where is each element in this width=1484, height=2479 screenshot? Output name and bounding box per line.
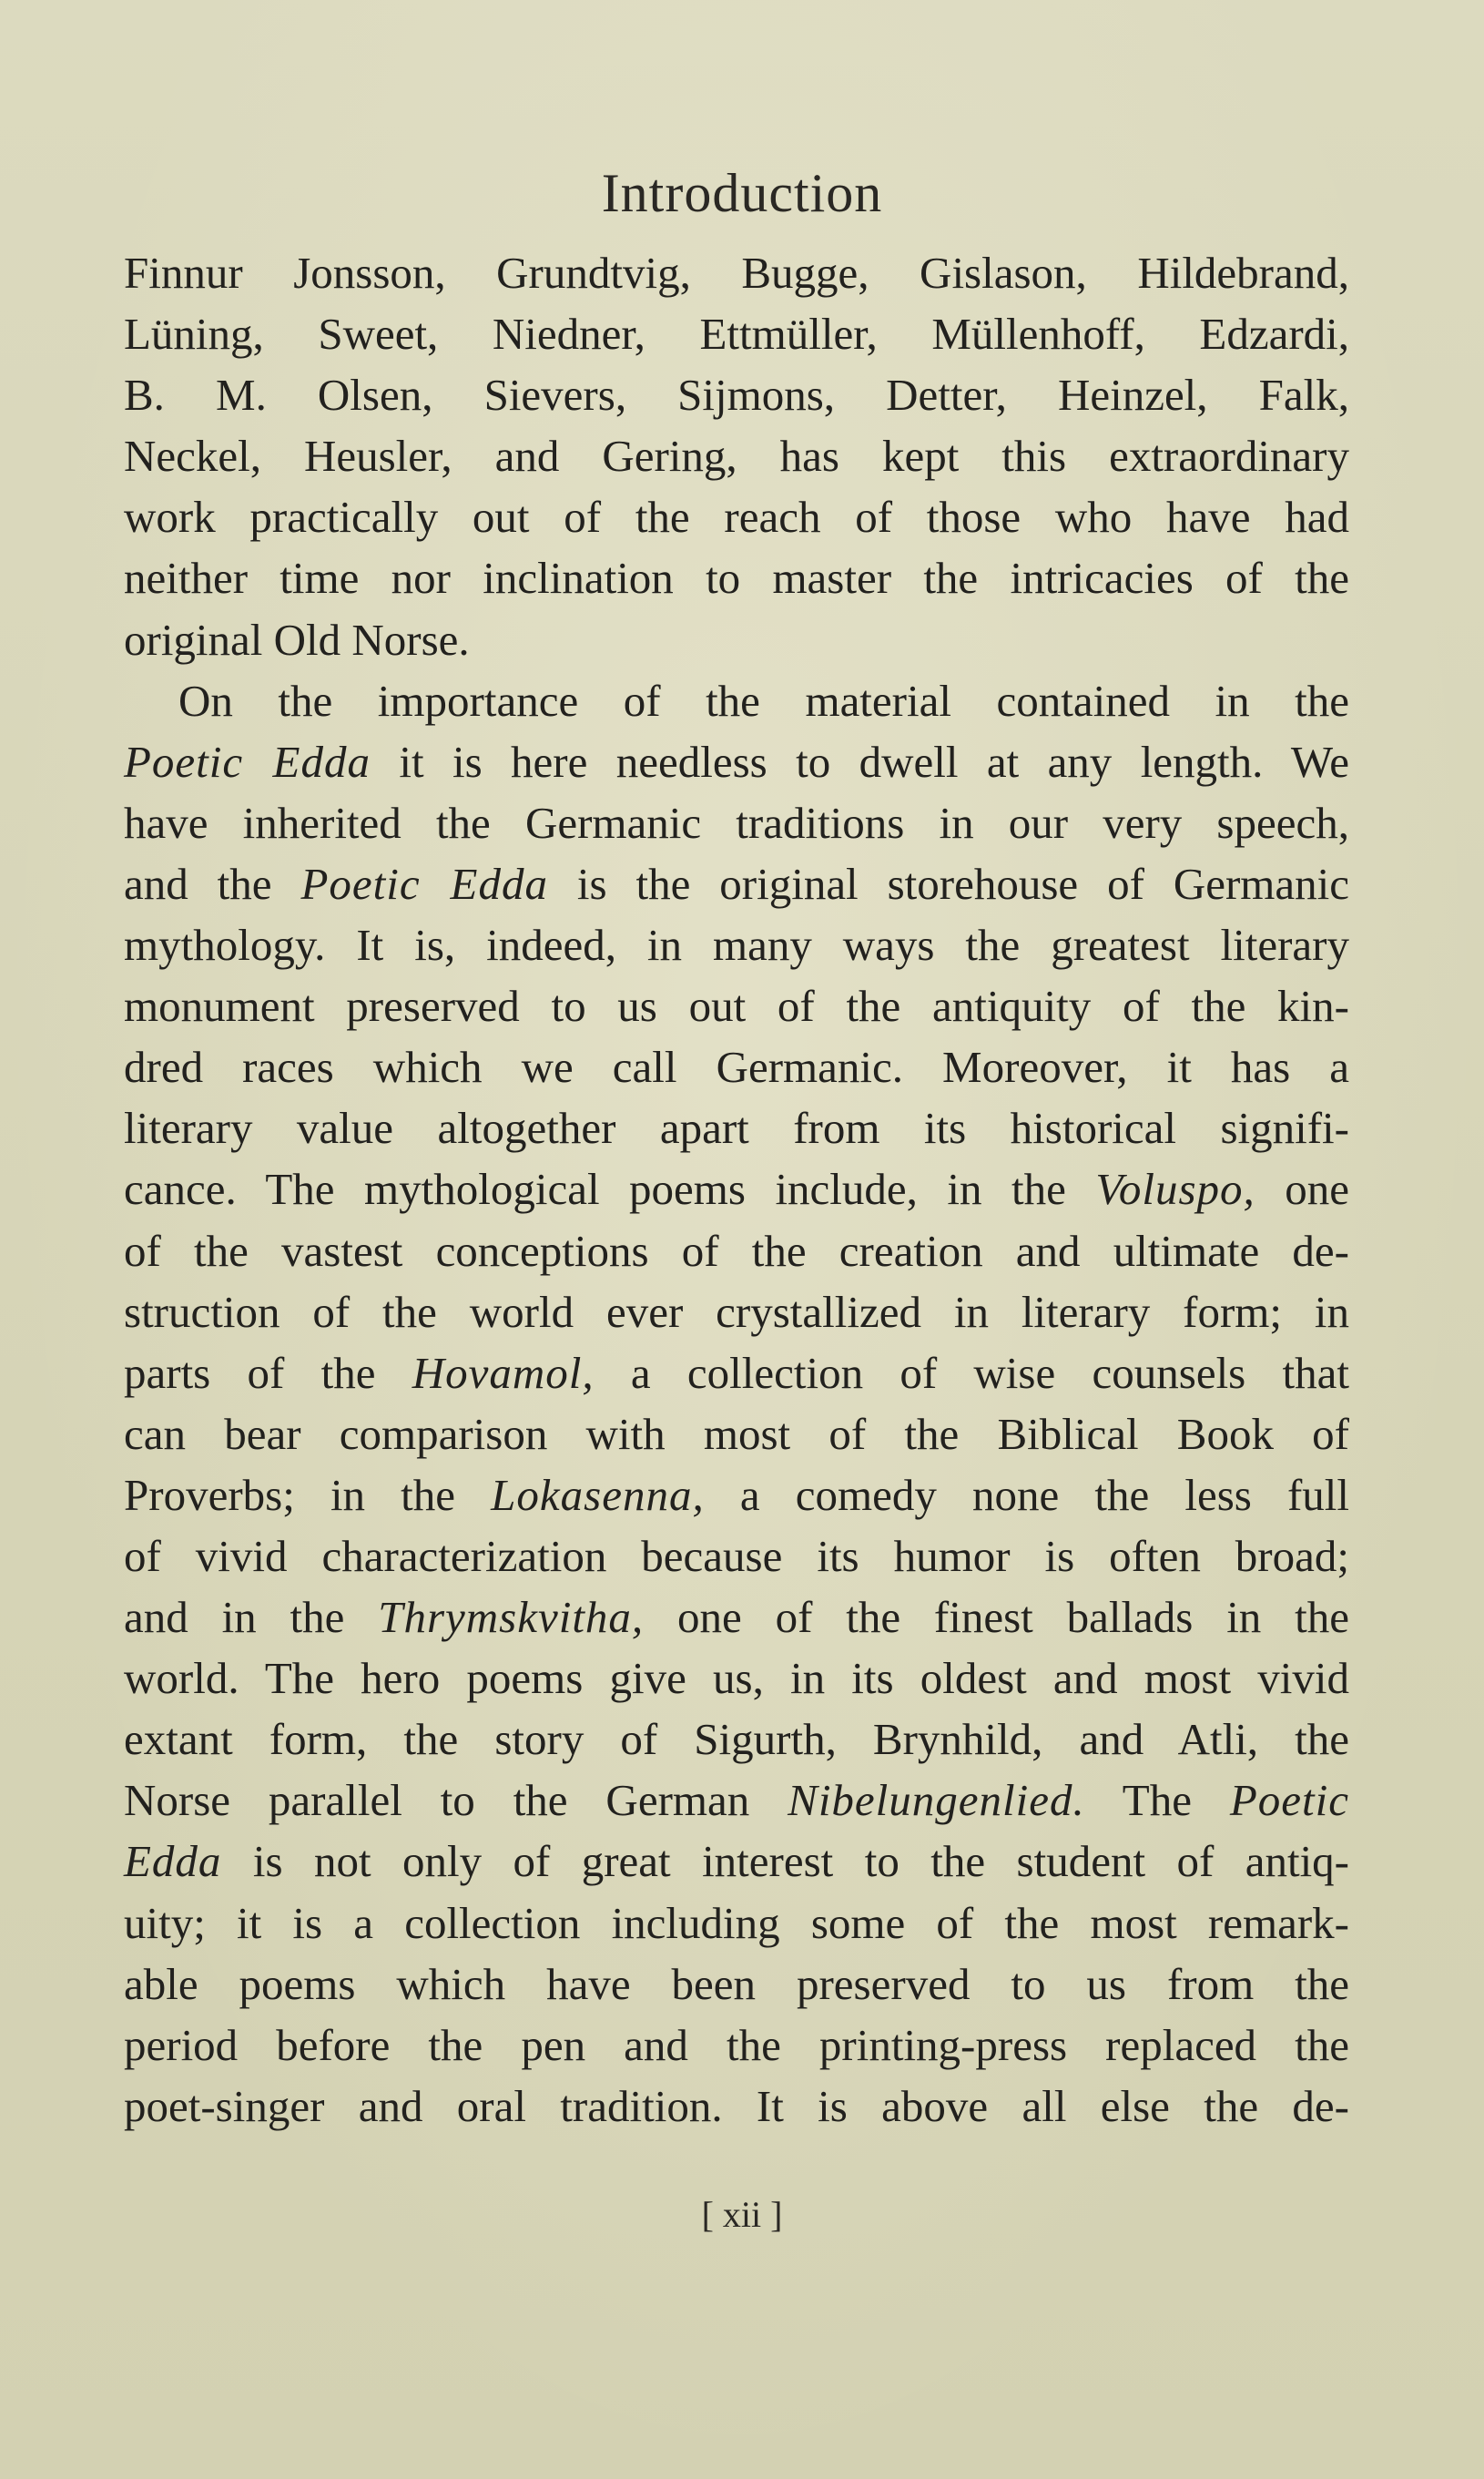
text-run: and in the [124,1592,379,1643]
italic-title: Poetic [1229,1775,1349,1826]
text-run: one [1255,1164,1349,1215]
text-run: it is here needless to dwell at any length. We [370,736,1349,787]
text-line [124,1831,1349,1892]
text-run: period before the pen and the printing-press replaced the [124,2019,1349,2070]
text-run: Lüning, Sweet, Niedner, Ettmüller, Müllenhoff, Edzardi, [124,309,1349,360]
text-run: a comedy none the less full [704,1469,1350,1520]
page-number: [ xii ] [701,2194,783,2235]
text-line [124,1586,1349,1648]
italic-title: Edda [124,1836,222,1887]
text-line [124,2076,1349,2137]
text-line [124,1954,1349,2015]
text-line [124,609,1349,670]
text-run: able poems which have been preserved to us from the [124,1958,1349,2009]
text-line [124,1342,1349,1403]
text-line [124,1220,1349,1281]
text-run: is the original storehouse of Germanic [547,858,1349,909]
text-line [124,364,1349,425]
text-line [124,2015,1349,2076]
italic-title: Voluspo, [1095,1164,1255,1215]
italic-title: Nibelungenlied. [788,1775,1085,1826]
text-run: work practically out of the reach of those who have had [124,492,1349,543]
italic-title: Poetic Edda [300,858,548,909]
text-line [124,1709,1349,1770]
text-line [124,731,1349,792]
text-run: Neckel, Heusler, and Gering, has kept this extraordinary [124,431,1349,482]
running-head: Introduction [601,163,883,223]
text-run: of vivid characterization because its humor is often broad; [124,1530,1349,1581]
text-line [124,1403,1349,1464]
text-line [124,1097,1349,1158]
italic-title: Hovamol, [412,1347,595,1398]
text-line [124,547,1349,608]
text-run: struction of the world ever crystallized in literary form; in [124,1286,1349,1337]
italic-title: Poetic Edda [124,736,371,787]
text-line [124,486,1349,547]
italic-title: Lokasenna, [491,1469,705,1520]
text-run: Finnur Jonsson, Grundtvig, Bugge, Gislason, Hildebrand, [124,248,1349,298]
text-run: can bear comparison with most of the Biblical Book of [124,1408,1349,1459]
text-run: neither time nor inclination to master the intricacies of the [124,553,1349,604]
text-line [124,1158,1349,1219]
text-line [124,914,1349,975]
text-run: uity; it is a collection including some of the most remark- [124,1897,1349,1948]
text-line [124,1281,1349,1342]
text-line [124,1648,1349,1709]
text-run: B. M. Olsen, Sievers, Sijmons, Detter, Heinzel, Falk, [124,370,1349,421]
text-run: have inherited the Germanic traditions in our very speech, [124,797,1349,848]
text-line [124,1464,1349,1525]
text-line [124,1036,1349,1097]
text-line [124,1770,1349,1831]
text-run: Norse parallel to the German [124,1775,788,1826]
text-run: world. The hero poems give us, in its oldest and most vivid [124,1653,1349,1704]
italic-title: Thrymskvitha, [378,1592,645,1643]
text-run: Proverbs; in the [124,1469,492,1520]
text-run: original Old Norse. [124,614,470,665]
text-run: one of the finest ballads in the [644,1592,1349,1643]
text-run: literary value altogether apart from its historical signifi- [124,1103,1349,1154]
body-text [124,242,1349,2137]
text-line [124,242,1349,303]
text-run: and the [124,858,301,909]
text-run: parts of the [124,1347,412,1398]
text-run: dred races which we call Germanic. Moreover, it has a [124,1042,1349,1093]
text-run: is not only of great interest to the student of antiq- [221,1836,1349,1887]
text-line [124,303,1349,364]
text-run: The [1084,1775,1230,1826]
text-line [124,1892,1349,1954]
text-run: extant form, the story of Sigurth, Brynhild, and Atli, the [124,1714,1349,1765]
text-line [124,425,1349,486]
text-line [124,670,1349,731]
text-run: a collection of wise counsels that [594,1347,1349,1398]
text-run: On the importance of the material contained in the [178,675,1349,726]
text-line [124,1525,1349,1586]
text-run: cance. The mythological poems include, in the [124,1164,1096,1215]
text-line [124,975,1349,1036]
text-run: poet-singer and oral tradition. It is above all else the de- [124,2080,1349,2131]
text-run: monument preserved to us out of the antiquity of the kin- [124,981,1349,1032]
text-line [124,792,1349,853]
text-run: of the vastest conceptions of the creation and ultimate de- [124,1225,1349,1276]
text-run: mythology. It is, indeed, in many ways the greatest literary [124,920,1349,971]
text-line [124,853,1349,914]
